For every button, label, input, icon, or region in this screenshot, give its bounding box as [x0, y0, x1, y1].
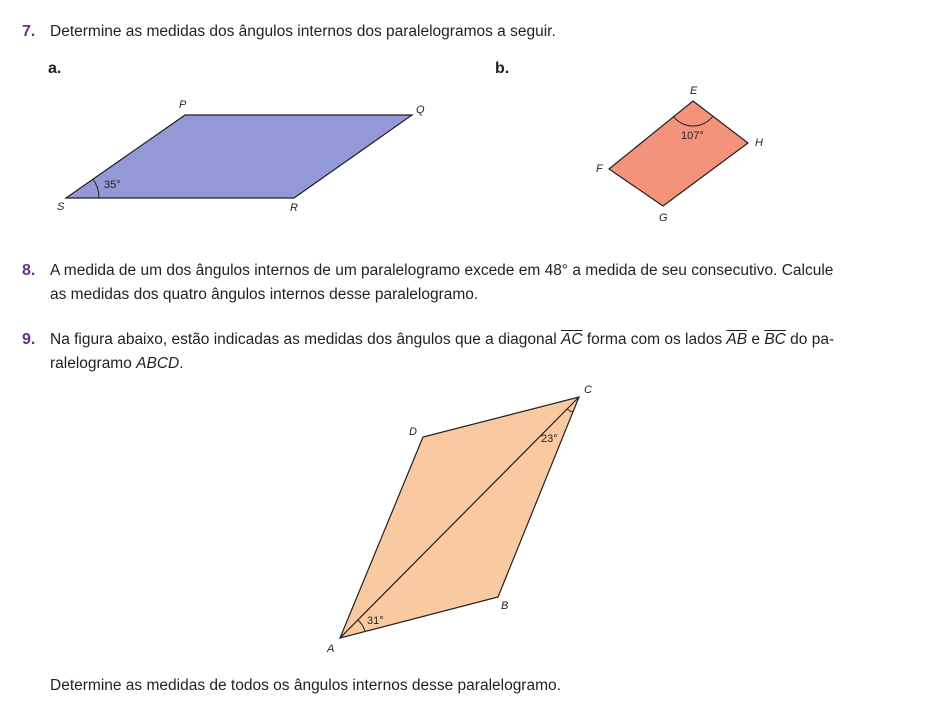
segment-bc: $\overline{BC}$	[764, 331, 786, 348]
item-a-label: a.	[48, 60, 62, 77]
parallelogram-name: ABCD	[136, 355, 180, 372]
angle-label-a: 31°	[367, 615, 384, 627]
question-9	[22, 328, 912, 376]
angle-label-e: 107°	[681, 130, 704, 142]
vertex-label-f: F	[596, 163, 603, 175]
angle-label-c: 23°	[541, 433, 558, 445]
parallelogram-pqrs	[57, 99, 425, 214]
question-text: Determine as medidas dos ângulos internos dos paralelogramos a seguir.	[50, 23, 556, 40]
vertex-label-a: A	[327, 643, 335, 655]
question-8	[22, 259, 912, 307]
vertex-label-r: R	[290, 202, 298, 214]
question-9-final: Determine as medidas de todos os ângulos internos desse paralelogramo.	[50, 677, 561, 694]
vertex-label-s: S	[57, 201, 65, 213]
text-segment: do pa-	[785, 331, 835, 348]
question-number: 8.	[22, 262, 36, 279]
text-segment: forma com os lados	[582, 331, 727, 348]
parallelogram-efgh	[596, 85, 763, 224]
vertex-label-p: P	[179, 99, 187, 111]
text-segment: Na figura abaixo, estão indicadas as medidas dos ângulos que a diagonal	[50, 331, 561, 348]
vertex-label-q: Q	[416, 104, 425, 116]
question-number: 9.	[22, 331, 36, 348]
vertex-label-c: C	[584, 384, 592, 396]
question-line-2	[22, 352, 912, 376]
segment-ac: $\overline{AC}$	[561, 331, 583, 348]
question-line-2: as medidas dos quatro ângulos internos desse paralelogramo.	[50, 286, 479, 303]
question-line-1: A medida de um dos ângulos internos de um paralelogramo excede em 48° a medida de seu consecutivo. Calcule	[50, 262, 834, 279]
vertex-label-g: G	[659, 212, 668, 224]
segment-ab: $\overline{AB}$	[726, 331, 748, 348]
text-segment: ralelogramo	[50, 355, 137, 372]
text-segment: .	[179, 355, 184, 372]
vertex-label-e: E	[690, 85, 698, 97]
vertex-label-d: D	[409, 426, 417, 438]
text-segment: e	[747, 331, 765, 348]
question-number: 7.	[22, 23, 36, 40]
angle-label-s: 35°	[104, 179, 121, 191]
parallelogram-abcd	[326, 384, 592, 655]
parallelogram-shape	[609, 101, 748, 206]
vertex-label-b: B	[501, 600, 509, 612]
item-b-label: b.	[495, 60, 510, 77]
vertex-label-h: H	[755, 137, 763, 149]
